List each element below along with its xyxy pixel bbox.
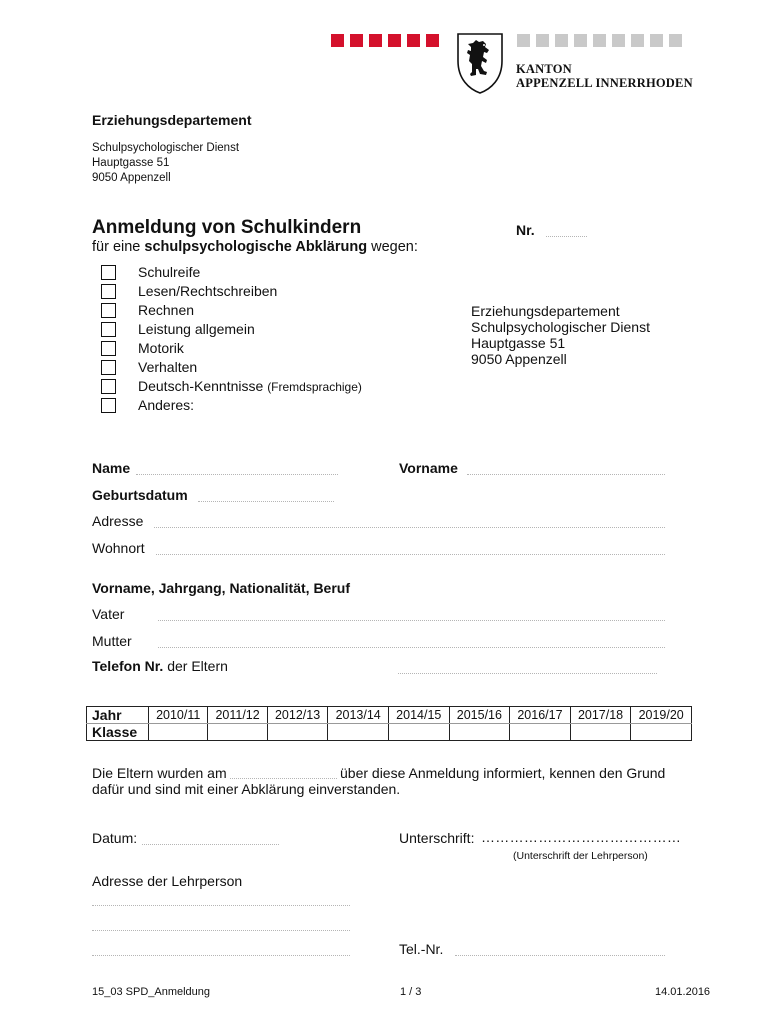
class-cell[interactable]	[449, 724, 510, 741]
table-row	[87, 707, 692, 724]
footer-doc-id: 15_03 SPD_Anmeldung	[92, 986, 211, 998]
phone-label-bold: Telefon Nr.	[92, 658, 164, 674]
checkbox-leistung-allgemein[interactable]	[101, 322, 116, 337]
recipient-department: Erziehungsdepartement	[471, 303, 620, 319]
teacher-address-line-3[interactable]	[92, 955, 350, 956]
class-cell[interactable]	[208, 724, 267, 741]
name-label: Name	[92, 460, 131, 476]
reason-label: Anderes:	[138, 397, 195, 413]
year-cell: 2017/18	[570, 707, 631, 724]
firstname-label: Vorname	[399, 460, 458, 476]
teacher-address-label: Adresse der Lehrperson	[92, 873, 243, 889]
class-cell[interactable]	[267, 724, 328, 741]
subtitle-suffix: wegen:	[367, 239, 418, 255]
year-cell: 2016/17	[510, 707, 571, 724]
consent-part2: über diese Anmeldung informiert, kennen den Grund	[340, 765, 666, 781]
year-cell: 2019/20	[631, 707, 692, 724]
teacher-address-line-2[interactable]	[92, 930, 350, 931]
form-subtitle	[92, 239, 418, 255]
signature-note: (Unterschrift der Lehrperson)	[513, 850, 648, 862]
informed-date-field[interactable]	[230, 778, 337, 779]
checkbox-deutsch-kenntnisse[interactable]	[101, 379, 116, 394]
nr-label: Nr.	[516, 222, 535, 238]
consent-part1: Die Eltern wurden am	[92, 765, 227, 781]
reason-label-with-extra	[138, 378, 362, 394]
year-cell: 2010/11	[149, 707, 208, 724]
recipient-address	[471, 303, 650, 367]
signature-label: Unterschrift:	[399, 830, 475, 846]
table-row	[87, 724, 692, 741]
nr-field[interactable]	[546, 236, 587, 237]
reason-extra: (Fremdsprachige)	[267, 380, 362, 394]
reason-label: Motorik	[138, 340, 184, 356]
reason-label: Verhalten	[138, 359, 198, 375]
recipient-service: Schulpsychologischer Dienst	[471, 319, 650, 335]
reason-label: Lesen/Rechtschreiben	[138, 283, 278, 299]
firstname-field[interactable]	[467, 474, 665, 475]
mother-field[interactable]	[158, 647, 665, 648]
recipient-city: 9050 Appenzell	[471, 351, 567, 367]
phone-label	[92, 658, 228, 674]
tel-field[interactable]	[455, 955, 665, 956]
canton-line-2: APPENZELL INNERRHODEN	[516, 76, 693, 90]
tel-label: Tel.-Nr.	[399, 941, 444, 957]
teacher-address-line-1[interactable]	[92, 905, 350, 906]
class-cell[interactable]	[570, 724, 631, 741]
sender-city: 9050 Appenzell	[92, 172, 171, 184]
date-field[interactable]	[142, 844, 279, 845]
phone-field[interactable]	[398, 673, 657, 674]
address-field[interactable]	[154, 527, 665, 528]
school-years-table	[86, 706, 692, 741]
parents-heading: Vorname, Jahrgang, Nationalität, Beruf	[92, 580, 351, 596]
checkbox-rechnen[interactable]	[101, 303, 116, 318]
signature-field[interactable]: ……………………………………	[481, 829, 682, 845]
checkbox-lesen-rechtschreiben[interactable]	[101, 284, 116, 299]
reason-label: Deutsch-Kenntnisse	[138, 378, 264, 394]
sender-street: Hauptgasse 51	[92, 157, 170, 169]
date-label: Datum:	[92, 830, 138, 846]
form-title: Anmeldung von Schulkindern	[92, 217, 362, 238]
year-cell: 2014/15	[388, 707, 449, 724]
red-squares-logo	[331, 34, 439, 47]
checkbox-schulreife[interactable]	[101, 265, 116, 280]
footer-page-number: 1 / 3	[400, 986, 422, 998]
year-cell: 2015/16	[449, 707, 510, 724]
residence-field[interactable]	[156, 554, 665, 555]
class-row-header: Klasse	[87, 724, 149, 741]
phone-label-rest: der Eltern	[163, 658, 228, 674]
canton-line-1: KANTON	[516, 62, 572, 76]
subtitle-bold: schulpsychologische Abklärung	[144, 239, 368, 255]
residence-label: Wohnort	[92, 540, 145, 556]
subtitle-prefix: für eine	[92, 239, 145, 255]
birthdate-field[interactable]	[198, 501, 334, 502]
mother-label: Mutter	[92, 633, 132, 649]
class-cell[interactable]	[631, 724, 692, 741]
checkbox-motorik[interactable]	[101, 341, 116, 356]
year-cell: 2013/14	[328, 707, 389, 724]
checkbox-verhalten[interactable]	[101, 360, 116, 375]
consent-line2: dafür und sind mit einer Abklärung einverstanden.	[92, 781, 401, 797]
class-cell[interactable]	[388, 724, 449, 741]
sender-service: Schulpsychologischer Dienst	[92, 142, 240, 154]
reason-label: Schulreife	[138, 264, 201, 280]
reason-label: Rechnen	[138, 302, 195, 318]
class-cell[interactable]	[328, 724, 389, 741]
father-field[interactable]	[158, 620, 665, 621]
birthdate-label: Geburtsdatum	[92, 487, 188, 503]
name-field[interactable]	[136, 474, 338, 475]
sender-department: Erziehungsdepartement	[92, 112, 252, 128]
canton-name	[516, 62, 693, 90]
class-cell[interactable]	[510, 724, 571, 741]
recipient-street: Hauptgasse 51	[471, 335, 566, 351]
reason-label: Leistung allgemein	[138, 321, 255, 337]
sender-address	[92, 141, 239, 186]
address-label: Adresse	[92, 513, 144, 529]
footer-date: 14.01.2016	[655, 986, 711, 998]
bear-coat-of-arms-icon	[455, 31, 505, 95]
year-row-header: Jahr	[87, 707, 149, 724]
father-label: Vater	[92, 606, 125, 622]
class-cell[interactable]	[149, 724, 208, 741]
year-cell: 2012/13	[267, 707, 328, 724]
grey-squares-logo	[517, 34, 682, 47]
checkbox-anderes[interactable]	[101, 398, 116, 413]
year-cell: 2011/12	[208, 707, 267, 724]
